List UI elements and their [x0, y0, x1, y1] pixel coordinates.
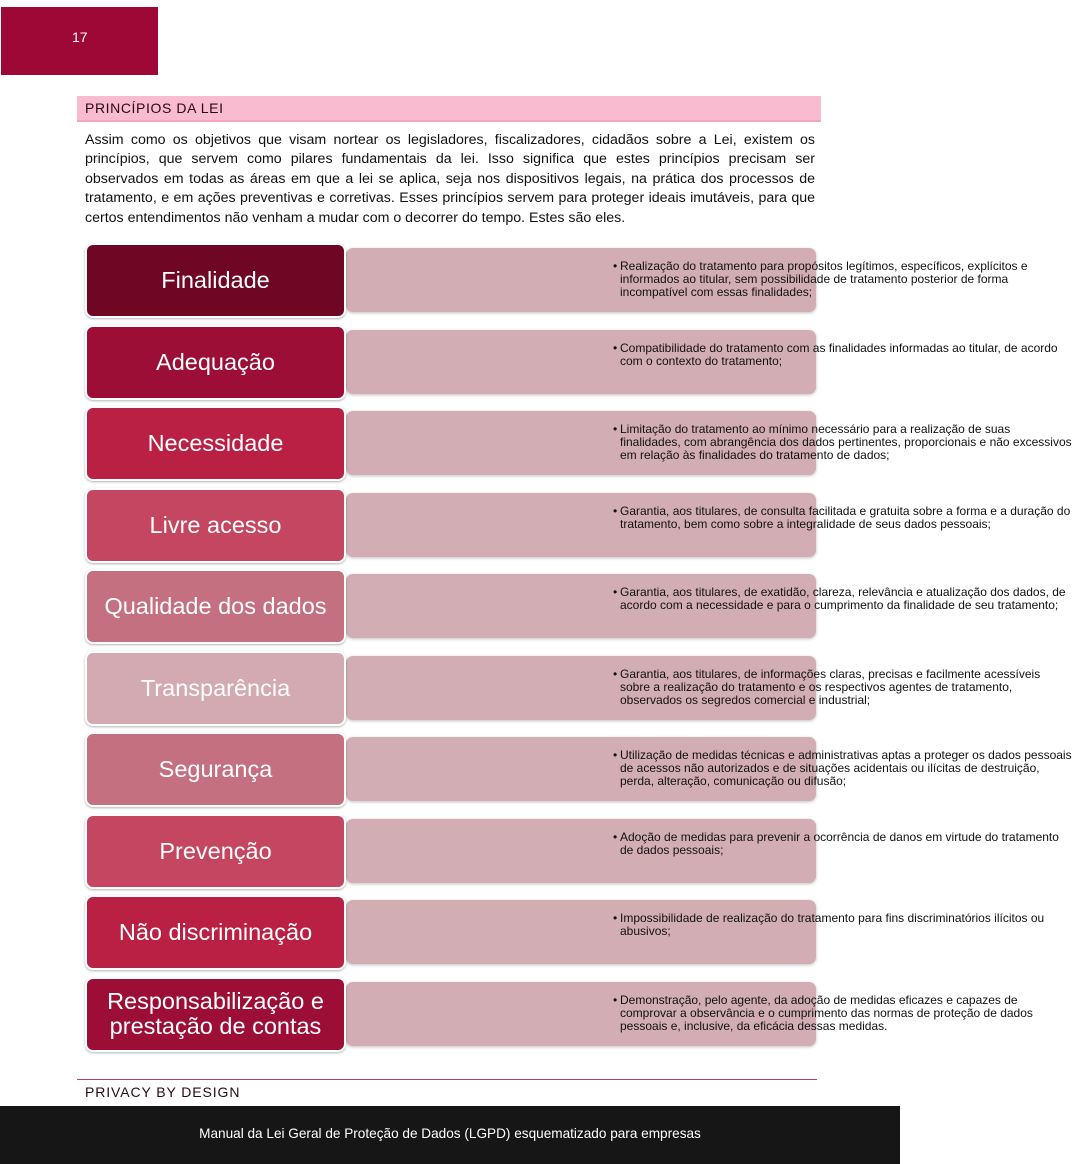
principle-description: • Adoção de medidas para prevenir a ocorrência de danos em virtude do tratamento de dados pessoais; [613, 831, 1073, 857]
principle-title: Adequação [156, 348, 275, 375]
principle-row [85, 325, 1058, 400]
principle-description: • Limitação do tratamento ao mínimo necessário para a realização de suas finalidades, com abrangência dos dados pertinentes, proporcionais e não excessivos em relação às finalidades do tratamento de dados; [613, 423, 1073, 463]
principle-description: • Realização do tratamento para propósitos legítimos, específicos, explícitos e informados ao titular, sem possibilidade de tratamento posterior de forma incompatível com essas finalidades; [613, 260, 1073, 300]
principle-title: Necessidade [147, 430, 284, 456]
footer-section-label: PRIVACY BY DESIGN [85, 1084, 241, 1100]
principle-title-box [85, 732, 346, 807]
section-header [77, 96, 821, 122]
footer-band [0, 1106, 900, 1164]
principle-description: • Garantia, aos titulares, de informações claras, precisas e facilmente acessíveis sobre a realização do tratamento e os respectivos agentes de tratamento, observados os segredos comercial e industrial; [613, 668, 1073, 708]
principle-title-box [85, 325, 346, 400]
section-title: PRINCÍPIOS DA LEI [85, 100, 224, 116]
page-number-tab [1, 7, 158, 75]
principle-title-box [85, 569, 346, 644]
principle-row [85, 895, 1045, 970]
principle-row [85, 569, 1066, 644]
principle-title-box [85, 651, 346, 726]
principle-description-card [346, 900, 1045, 964]
principle-description-card [346, 330, 1058, 394]
principle-description: • Utilização de medidas técnicas e administrativas aptas a proteger os dados pessoais de acessos não autorizados e de situações acidentais ou ilícitas de destruição, perda, alteração, comunicação ou difusão; [613, 749, 1073, 789]
principle-description-card [346, 411, 1072, 475]
principle-title-box [85, 488, 346, 563]
page-number: 17 [72, 29, 88, 45]
principle-title-box [85, 814, 346, 889]
intro-paragraph: Assim como os objetivos que visam nortear os legisladores, fiscalizadores, cidadãos sobre a Lei, existem os princípios, que servem como pilares fundamentais da lei. Isso significa que estes princípios precisam ser observados em todas as áreas em que a lei se aplica, seja nos dispositivos legais, na prática dos processos de tratamento, e em ações preventivas e corretivas. Esses princípios servem para proteger ideais imutáveis, para que certos entendimentos não venham a mudar com o decorrer do tempo. Estes são eles. [85, 132, 815, 226]
principle-title-box [85, 977, 346, 1052]
principle-title: Responsabilização e prestação de contas [107, 988, 324, 1039]
principle-title: Livre acesso [149, 511, 282, 538]
principle-title-box [85, 895, 346, 970]
principle-title: Prevenção [159, 837, 272, 864]
principle-title-box [85, 243, 346, 318]
principle-description: • Garantia, aos titulares, de exatidão, clareza, relevância e atualização dos dados, de acordo com a necessidade e para o cumprimento da finalidade de seu tratamento; [613, 586, 1073, 612]
principle-description: • Garantia, aos titulares, de consulta facilitada e gratuita sobre a forma e a duração do tratamento, bem como sobre a integralidade de seus dados pessoais; [613, 505, 1073, 531]
footer-divider [77, 1079, 817, 1080]
principle-description-card [346, 574, 1066, 638]
principle-title: Segurança [158, 756, 273, 782]
principle-title-box [85, 406, 346, 481]
principle-description-card [346, 493, 1071, 557]
principle-title: Não discriminação [118, 919, 313, 945]
principle-title: Qualidade dos dados [104, 593, 327, 619]
principle-description: • Impossibilidade de realização do tratamento para fins discriminatórios ilícitos ou abusivos; [613, 912, 1073, 938]
principle-row [85, 243, 1028, 318]
principle-row [85, 488, 1071, 563]
principle-row [85, 732, 1072, 807]
principle-title: Finalidade [161, 267, 270, 293]
principle-description: • Compatibilidade do tratamento com as finalidades informadas ao titular, de acordo com o contexto do tratamento; [613, 342, 1073, 368]
principle-row [85, 406, 1072, 481]
principle-description-card [346, 656, 1041, 720]
principle-row [85, 651, 1041, 726]
principle-title: Transparência [140, 674, 291, 701]
principle-description: • Demonstração, pelo agente, da adoção de medidas eficazes e capazes de comprovar a observância e o cumprimento das normas de proteção de dados pessoais e, inclusive, da eficácia dessas medidas. [613, 994, 1073, 1034]
principle-description-card [346, 737, 1072, 801]
principle-description-card [346, 248, 1028, 312]
principle-description-card [346, 982, 1033, 1046]
principle-row [85, 977, 1033, 1052]
principle-row [85, 814, 1059, 889]
principle-description-card [346, 819, 1059, 883]
footer-document-title: Manual da Lei Geral de Proteção de Dados (LGPD) esquematizado para empresas [199, 1126, 701, 1141]
